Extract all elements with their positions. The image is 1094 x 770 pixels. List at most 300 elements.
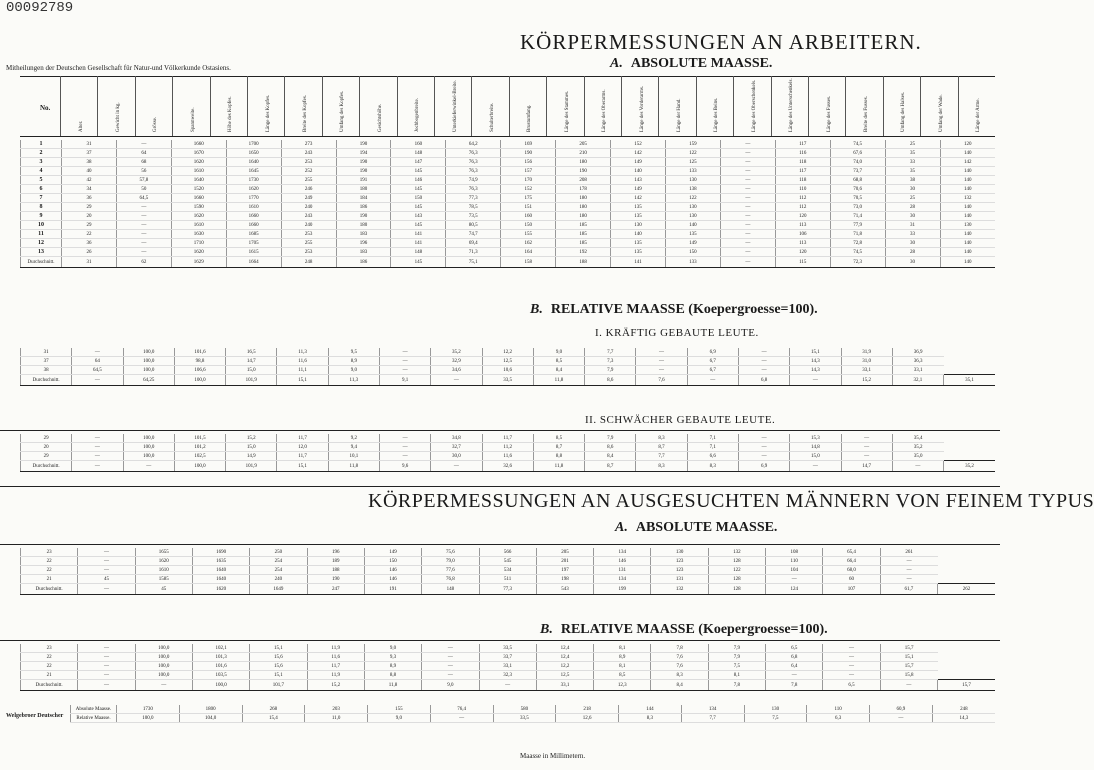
table-cell: 120 [775, 248, 830, 257]
average-cell: 107 [823, 584, 880, 595]
table-cell: 162 [501, 239, 556, 248]
table-cell: 71,4 [830, 212, 885, 221]
table-row [21, 185, 996, 194]
table-cell: 12,0 [277, 443, 328, 452]
table-cell: — [78, 557, 135, 566]
table-cell: — [720, 158, 775, 167]
table-cell: 1640 [192, 566, 249, 575]
table-cell: 8,1 [708, 671, 765, 680]
table-cell: 30 [885, 239, 940, 248]
column-header [584, 76, 622, 136]
table-cell: 106 [775, 230, 830, 239]
table-cell: 1705 [226, 239, 281, 248]
table-cell: 11,9 [307, 644, 364, 653]
table-cell: 30 [885, 185, 940, 194]
average-cell: 8,3 [687, 461, 738, 472]
table-cell: — [823, 662, 880, 671]
table-cell: 11,7 [277, 434, 328, 443]
table-cell: 100,0 [123, 443, 174, 452]
average-label: Durchschnitt. [21, 584, 78, 595]
table-cell: 1660 [226, 212, 281, 221]
table-row [21, 671, 996, 680]
table-cell: 38 [885, 176, 940, 185]
table-cell: 7,7 [636, 452, 687, 461]
table-cell: 545 [479, 557, 536, 566]
average-cell: 247 [307, 584, 364, 595]
table-cell: 38 [62, 158, 117, 167]
average-cell: 8,6 [585, 375, 636, 386]
table-cell: 11,7 [277, 452, 328, 461]
table-cell: 22 [62, 230, 117, 239]
table-cell: 144 [619, 705, 682, 714]
table-cell: — [78, 671, 135, 680]
table-cell: 34,8 [431, 434, 482, 443]
row-label: 1 [21, 140, 62, 149]
table-cell: 7,5 [744, 714, 807, 723]
table-cell: 77,3 [446, 194, 501, 203]
table-cell: — [720, 140, 775, 149]
table-cell: 15,1 [250, 644, 307, 653]
table-cell: 68 [116, 158, 171, 167]
column-header-label: Länge der Arme. [976, 98, 982, 132]
row-label: 12 [21, 239, 62, 248]
table-cell: — [78, 662, 135, 671]
header-bottom-rule [20, 136, 995, 137]
table-cell: 150 [501, 221, 556, 230]
table-cell: 1620 [226, 185, 281, 194]
table-cell: 135 [611, 248, 666, 257]
table-cell: 125 [665, 158, 720, 167]
table-cell: 252 [281, 167, 336, 176]
table-cell: 31 [21, 348, 72, 357]
table-cell: — [738, 434, 789, 443]
average-cell: 8,7 [585, 461, 636, 472]
average-cell: — [687, 375, 738, 386]
table-cell: 103,5 [192, 671, 249, 680]
table-cell: 243 [281, 212, 336, 221]
table-cell: 15,7 [880, 662, 937, 671]
table-row [21, 566, 996, 575]
table-cell: 145 [391, 221, 446, 230]
table-cell: 102,1 [192, 644, 249, 653]
table-cell: 15,1 [250, 671, 307, 680]
table-cell: 31 [885, 221, 940, 230]
table-cell: 246 [281, 185, 336, 194]
table-cell: 190 [336, 212, 391, 221]
table-cell: 70,6 [830, 185, 885, 194]
average-cell: 75,1 [446, 257, 501, 268]
average-cell: 191 [364, 584, 421, 595]
table-cell: 11,2 [482, 443, 533, 452]
table-cell: — [636, 366, 687, 375]
average-cell: 61,7 [880, 584, 937, 595]
table-row [21, 348, 996, 357]
table-cell: 140 [940, 185, 995, 194]
table-row [21, 194, 996, 203]
average-cell: 6,5 [823, 680, 880, 691]
column-header-label: Brustumfang. [527, 104, 533, 132]
table-cell: 249 [281, 194, 336, 203]
table-cell: 120 [940, 140, 995, 149]
section-c-text: ABSOLUTE MAASSE. [635, 520, 778, 535]
table-row [21, 548, 996, 557]
table-cell: 113 [775, 221, 830, 230]
table-cell: 205 [556, 140, 611, 149]
table-cell: 150 [665, 248, 720, 257]
table-row [21, 357, 996, 366]
table-cell: 1620 [171, 158, 226, 167]
average-cell: — [479, 680, 536, 691]
table-cell: — [823, 671, 880, 680]
table-cell: — [116, 230, 171, 239]
table-cell: 205 [536, 548, 593, 557]
table-cell: — [823, 644, 880, 653]
table-cell: 118 [775, 176, 830, 185]
table-cell: 31,9 [841, 348, 892, 357]
average-cell: 7,6 [636, 375, 687, 386]
table-cell: 273 [281, 140, 336, 149]
table-cell: 1615 [226, 248, 281, 257]
table-cell: 1610 [135, 566, 192, 575]
table-cell: 190 [336, 167, 391, 176]
table-cell: 135 [611, 212, 666, 221]
column-header-label: Breite des Fusses. [864, 96, 870, 132]
table-cell: 164 [501, 248, 556, 257]
table-cell: 9,0 [368, 714, 431, 723]
average-cell: 128 [708, 584, 765, 595]
table-cell: — [116, 140, 171, 149]
table-cell: 11,6 [307, 653, 364, 662]
table-cell: 71,8 [830, 230, 885, 239]
average-cell: 15,1 [277, 375, 328, 386]
table-cell: 73,7 [830, 167, 885, 176]
table-cell: 1620 [135, 557, 192, 566]
average-cell: 148 [422, 584, 479, 595]
table-cell: 33 [885, 230, 940, 239]
average-cell: 140 [940, 257, 995, 268]
table-cell: 140 [940, 176, 995, 185]
table-cell: 511 [479, 575, 536, 584]
footer-note: Maasse in Millimetern. [520, 752, 586, 760]
table-cell: 74,5 [830, 140, 885, 149]
table-cell: 1660 [171, 140, 226, 149]
table-cell: 65,4 [823, 548, 880, 557]
table-relative-strong [20, 348, 995, 386]
table-cell: 141 [391, 230, 446, 239]
table-cell: 32,3 [479, 671, 536, 680]
average-label: Durchschnitt. [21, 375, 72, 386]
table-cell: 6,4 [766, 662, 823, 671]
table-cell: 35,0 [892, 452, 943, 461]
table-cell: 74,7 [446, 230, 501, 239]
table-cell: 185 [556, 230, 611, 239]
table-cell: 100,0 [123, 452, 174, 461]
table-cell: 134 [681, 705, 744, 714]
average-cell: 132 [651, 584, 708, 595]
table-cell: 566 [479, 548, 536, 557]
average-cell: — [78, 584, 135, 595]
table-cell: — [720, 230, 775, 239]
table-cell: 40 [62, 167, 117, 176]
table-cell: 123 [651, 566, 708, 575]
average-cell: 30 [885, 257, 940, 268]
table-cell: 1730 [226, 176, 281, 185]
column-header [359, 76, 397, 136]
average-cell: 15,1 [277, 461, 328, 472]
table-cell: 8,3 [651, 671, 708, 680]
table-cell: 34,6 [431, 366, 482, 375]
table-row [21, 452, 996, 461]
average-cell: 199 [594, 584, 651, 595]
publisher-line: Mitheilungen der Deutschen Gesellschaft für Natur-und Völkerkunde Ostasiens. [6, 64, 231, 72]
table-cell: 146 [364, 566, 421, 575]
column-header-label: Umfang der Wade. [938, 94, 944, 132]
average-cell: 33,5 [482, 375, 533, 386]
table-cell: — [379, 434, 430, 443]
table-row [21, 443, 996, 452]
table-cell: — [78, 548, 135, 557]
table-cell: 175 [501, 194, 556, 203]
table-cell: 160 [391, 140, 446, 149]
table-cell: 142 [611, 149, 666, 158]
table-cell: 140 [611, 167, 666, 176]
table-cell: 14,3 [790, 357, 841, 366]
table-cell: 1520 [171, 185, 226, 194]
table-cell: 14,8 [790, 443, 841, 452]
table-cell: 42 [62, 176, 117, 185]
table-cell: 1730 [117, 705, 180, 714]
table-cell: 73,0 [830, 203, 885, 212]
table-cell: 180 [556, 203, 611, 212]
table-cell: 33 [885, 158, 940, 167]
table-cell: 261 [880, 548, 937, 557]
row-label: 6 [21, 185, 62, 194]
table-cell: 138 [665, 185, 720, 194]
table-cell: 102,5 [174, 452, 225, 461]
table-cell: 198 [536, 575, 593, 584]
average-cell: 32,1 [892, 375, 943, 386]
average-label: Durchschnitt. [21, 680, 78, 691]
average-cell: — [790, 375, 841, 386]
table-cell: 122 [665, 194, 720, 203]
table-cell: 7,6 [651, 662, 708, 671]
table-cell: — [720, 203, 775, 212]
table-cell: 152 [611, 140, 666, 149]
table-cell: 32,9 [431, 357, 482, 366]
table-cell: 123 [651, 557, 708, 566]
table-cell: 100,0 [123, 434, 174, 443]
table-cell: 33,1 [892, 366, 943, 375]
table-cell: — [116, 212, 171, 221]
table-cell: 22 [21, 557, 78, 566]
column-header-label: Länge des Stammes. [564, 90, 570, 132]
column-header-label: Höhe des Kopfes. [228, 96, 234, 132]
table-cell: 186 [336, 203, 391, 212]
table-cell: 23 [21, 644, 78, 653]
table-cell: 15,1 [790, 348, 841, 357]
table-absolute [20, 140, 995, 268]
table-cell: 240 [281, 221, 336, 230]
group2-rule [0, 430, 1000, 431]
table-cell: — [738, 452, 789, 461]
table-cell: 15,1 [880, 653, 937, 662]
table-cell: 6,5 [766, 644, 823, 653]
table-cell: 112 [775, 203, 830, 212]
table-cell: 1640 [171, 176, 226, 185]
row-label: 7 [21, 194, 62, 203]
average-cell: 8,3 [636, 461, 687, 472]
table-cell: 145 [391, 203, 446, 212]
table-row [71, 705, 996, 714]
column-header [621, 76, 659, 136]
table-cell: 170 [501, 176, 556, 185]
table-cell: 188 [307, 566, 364, 575]
average-cell: 14,7 [841, 461, 892, 472]
table-cell: 8,3 [619, 714, 682, 723]
table-row [21, 644, 996, 653]
table-cell: 196 [307, 548, 364, 557]
column-header-label: Gewicht in kg. [116, 102, 122, 132]
table-cell: 180 [336, 221, 391, 230]
average-row [21, 375, 996, 386]
table-cell: 152 [501, 185, 556, 194]
table-cell: 192 [556, 248, 611, 257]
section-c-rule [0, 544, 1000, 545]
table-cell: 191 [336, 176, 391, 185]
column-header [696, 76, 734, 136]
table-cell: 6,9 [687, 348, 738, 357]
table-cell: 31 [62, 140, 117, 149]
average-cell: 248 [281, 257, 336, 268]
table-cell: 142 [940, 158, 995, 167]
table-cell: 7,1 [687, 443, 738, 452]
table-cell: 12,2 [482, 348, 533, 357]
average-cell: 100,0 [174, 461, 225, 472]
table-cell: 145 [391, 185, 446, 194]
table-cell: 7,9 [585, 366, 636, 375]
table-cell: 30 [885, 212, 940, 221]
table-cell: 33,1 [841, 366, 892, 375]
table-cell: 146 [594, 557, 651, 566]
page-id: 00092789 [6, 0, 74, 16]
table-cell: 35,4 [892, 434, 943, 443]
table-cell: — [720, 194, 775, 203]
section-a-text: ABSOLUTE MAASSE. [630, 56, 773, 71]
table-cell: 70,5 [830, 194, 885, 203]
table-cell: 112 [775, 194, 830, 203]
table-cell: 9,2 [328, 434, 379, 443]
average-cell: 262 [938, 584, 996, 595]
table-cell: 11,3 [277, 348, 328, 357]
average-cell: 15,2 [307, 680, 364, 691]
average-cell: 11,8 [533, 461, 584, 472]
average-cell: 9,0 [422, 680, 479, 691]
section-c-title [615, 520, 777, 536]
table-row [21, 149, 996, 158]
table-cell: 15,6 [250, 662, 307, 671]
column-header-label: Länge des Fusses. [826, 95, 832, 132]
table-cell: 157 [501, 167, 556, 176]
stub-weigh: Welgebroer Deutscher [6, 713, 64, 719]
table-cell: 101,3 [192, 653, 249, 662]
table-cell: 248 [932, 705, 995, 714]
table-cell: 130 [665, 212, 720, 221]
table-cell: 35 [885, 149, 940, 158]
table-cell: 101,6 [192, 662, 249, 671]
table-cell: 20 [21, 443, 72, 452]
table-cell: 9,4 [328, 443, 379, 452]
table-cell: 8,4 [533, 366, 584, 375]
table-cell: 135 [665, 230, 720, 239]
table-cell: — [880, 575, 937, 584]
table-cell: 56 [116, 167, 171, 176]
table-cell: 11,1 [277, 366, 328, 375]
average-cell: — [123, 461, 174, 472]
table-cell: 185 [556, 239, 611, 248]
table-cell: 64 [116, 149, 171, 158]
table-cell: 29 [21, 452, 72, 461]
table-cell: 68,0 [823, 566, 880, 575]
table-cell: 108 [766, 548, 823, 557]
column-header [509, 76, 547, 136]
table-cell: 15,4 [242, 714, 305, 723]
section-c-letter: A. [615, 520, 628, 535]
table-cell: 8,1 [594, 644, 651, 653]
table-cell: 30,0 [431, 452, 482, 461]
table-cell: 101,6 [174, 348, 225, 357]
table-cell: — [841, 434, 892, 443]
table-cell: 34 [62, 185, 117, 194]
table-cell: 203 [305, 705, 368, 714]
table-cell: 26 [62, 248, 117, 257]
column-header [434, 76, 472, 136]
table-cell: 1710 [171, 239, 226, 248]
table-cell: 12,6 [556, 714, 619, 723]
table-cell: — [72, 452, 123, 461]
average-cell: 11,3 [328, 375, 379, 386]
table-cell: 132 [708, 548, 765, 557]
column-header-label: Länge des Oberarms. [602, 89, 608, 132]
table-cell: 1620 [171, 248, 226, 257]
row-label: 5 [21, 176, 62, 185]
table-cell: 73,5 [446, 212, 501, 221]
table-cell: 120 [775, 212, 830, 221]
column-header-label: Länge des Beins. [714, 97, 720, 132]
table-cell: 140 [665, 221, 720, 230]
table-cell: 35 [885, 167, 940, 176]
average-cell: 7,8 [766, 680, 823, 691]
row-label: 9 [21, 212, 62, 221]
table-cell: — [720, 149, 775, 158]
average-cell: 145 [391, 257, 446, 268]
table-cell: 140 [940, 212, 995, 221]
table-cell: 130 [651, 548, 708, 557]
table-cell: 1650 [226, 149, 281, 158]
table-cell: 130 [665, 176, 720, 185]
table-cell: 208 [556, 176, 611, 185]
table-cell: 7,9 [708, 653, 765, 662]
table-cell: 183 [336, 230, 391, 239]
average-row [21, 461, 996, 472]
column-header [284, 76, 322, 136]
table-cell: 8,1 [594, 662, 651, 671]
column-header-label: Umfang des Kopfes. [340, 90, 346, 132]
average-cell: 186 [336, 257, 391, 268]
table-cell: 130 [744, 705, 807, 714]
average-cell: 100,0 [192, 680, 249, 691]
table-cell: 64,2 [446, 140, 501, 149]
table-cell: 240 [281, 203, 336, 212]
